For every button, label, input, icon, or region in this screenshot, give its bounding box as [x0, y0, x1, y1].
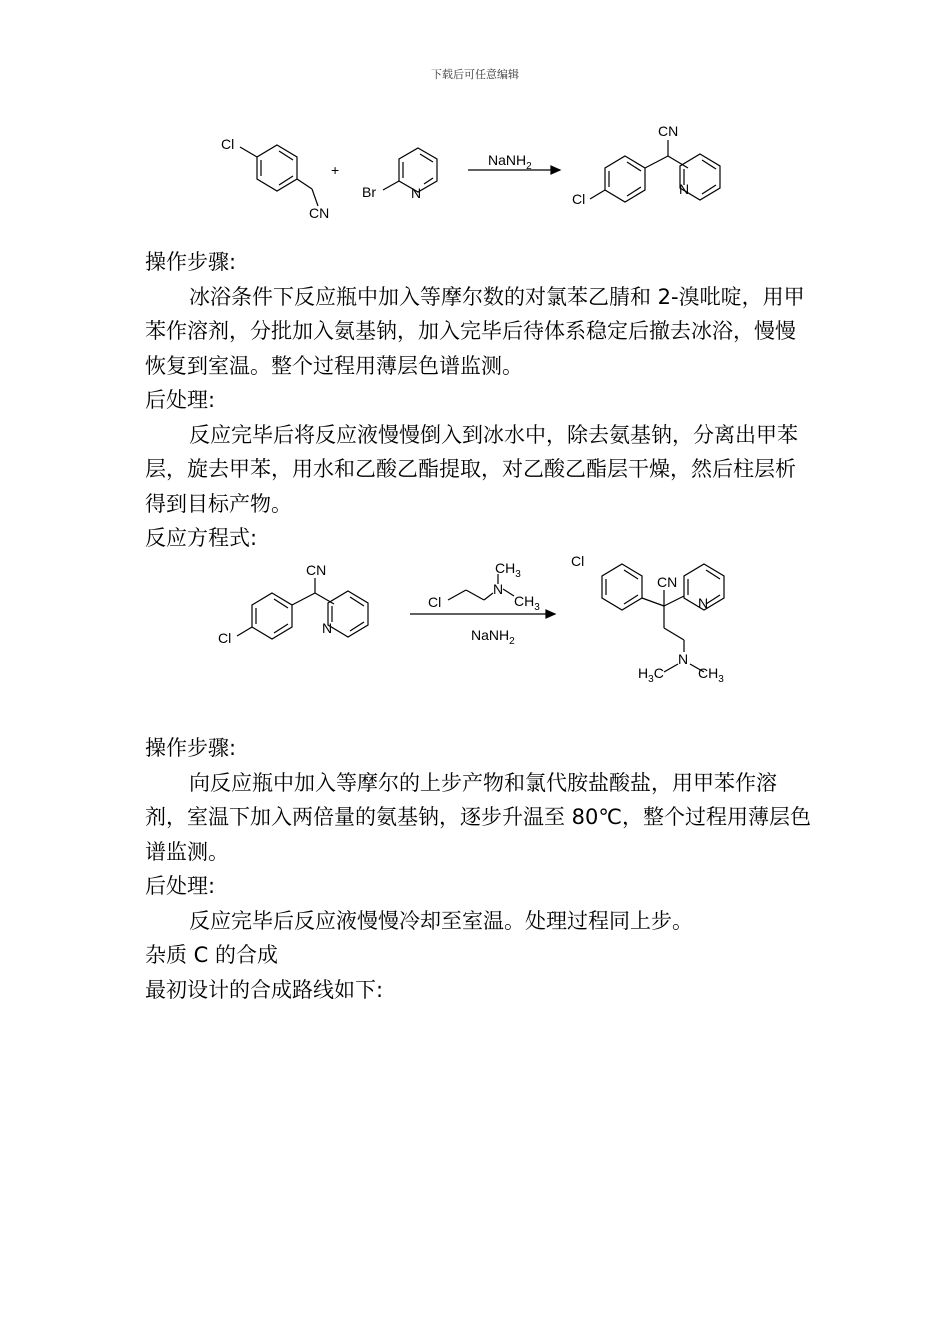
benzene-ring-4 [602, 564, 642, 610]
r1-reactant1-cn: CN [309, 205, 330, 221]
label-procedure-1: 操作步骤: [145, 250, 237, 274]
label-procedure-2: 操作步骤: [145, 736, 237, 760]
r1-product-cl: Cl [572, 191, 586, 207]
r2-product-h3c: $H_3C$ [638, 665, 664, 685]
r2-product-n-amine: N [678, 651, 689, 667]
r2-reactant-cn: CN [306, 562, 327, 578]
benzene-ring-2 [605, 156, 645, 202]
page-header: 下载后可任意编辑 [431, 68, 519, 81]
label-equation: 反应方程式: [145, 526, 258, 550]
procedure-2: 向反应瓶中加入等摩尔的上步产物和氯代胺盐酸盐，用甲苯作溶剂，室温下加入两倍量的氨基钠，逐步升温至 80℃，整个过程用薄层色谱监测。 [145, 770, 811, 864]
pyridine-ring-3 [328, 591, 368, 637]
benzene-ring-1 [257, 145, 297, 191]
r1-reagent: NaNH$_2$ [488, 152, 532, 172]
impurity-title: 杂质 C 的合成 [145, 943, 279, 967]
label-workup-1: 后处理: [145, 388, 216, 412]
r1-reactant2-n: N [411, 185, 422, 201]
r1-product-n: N [679, 181, 690, 197]
label-workup-2: 后处理: [145, 874, 216, 898]
r2-product-cn: CN [657, 574, 678, 590]
r1-product-cn: CN [658, 123, 679, 139]
reaction-scheme-2 [0, 556, 950, 696]
benzene-ring-3 [252, 593, 292, 639]
r1-plus: + [331, 162, 340, 178]
r2-product-ch3: $CH_3$ [698, 665, 724, 685]
r1-reactant1-cl: Cl [221, 136, 235, 152]
workup-1: 反应完毕后将反应液慢慢倒入到冰水中，除去氨基钠，分离出甲苯层，旋去甲苯，用水和乙酸乙酯提取，对乙酸乙酯层干燥，然后柱层析得到目标产物。 [145, 422, 798, 516]
r2-product-cl: Cl [571, 556, 585, 569]
r2-reagent-ch3-top: $CH_3$ [495, 560, 521, 580]
r2-reactant-n: N [322, 620, 333, 636]
route-intro: 最初设计的合成路线如下: [145, 977, 384, 1002]
r2-reagent-cl: Cl [428, 594, 442, 610]
r1-reactant2-br: Br [362, 184, 376, 200]
reaction-2-svg [0, 556, 950, 696]
section-1-text [145, 245, 815, 556]
reaction-scheme-1 [0, 118, 950, 230]
section-2-text [145, 731, 815, 1007]
reaction-1-svg [0, 118, 950, 230]
r2-reagent-ch3-bottom: $CH_3$ [514, 593, 540, 613]
r2-reagent-n: N [493, 581, 504, 597]
procedure-1: 冰浴条件下反应瓶中加入等摩尔数的对氯苯乙腈和 2-溴吡啶，用甲苯作溶剂，分批加入氨基钠，加入完毕后待体系稳定后撤去冰浴，慢慢恢复到室温。整个过程用薄层色谱监测。 [145, 284, 805, 378]
r2-product-n-pyr: N [698, 595, 709, 611]
r2-reactant-cl: Cl [218, 630, 232, 646]
r2-reagent2: NaNH$_2$ [471, 627, 515, 647]
workup-2: 反应完毕后反应液慢慢冷却至室温。处理过程同上步。 [189, 908, 693, 933]
